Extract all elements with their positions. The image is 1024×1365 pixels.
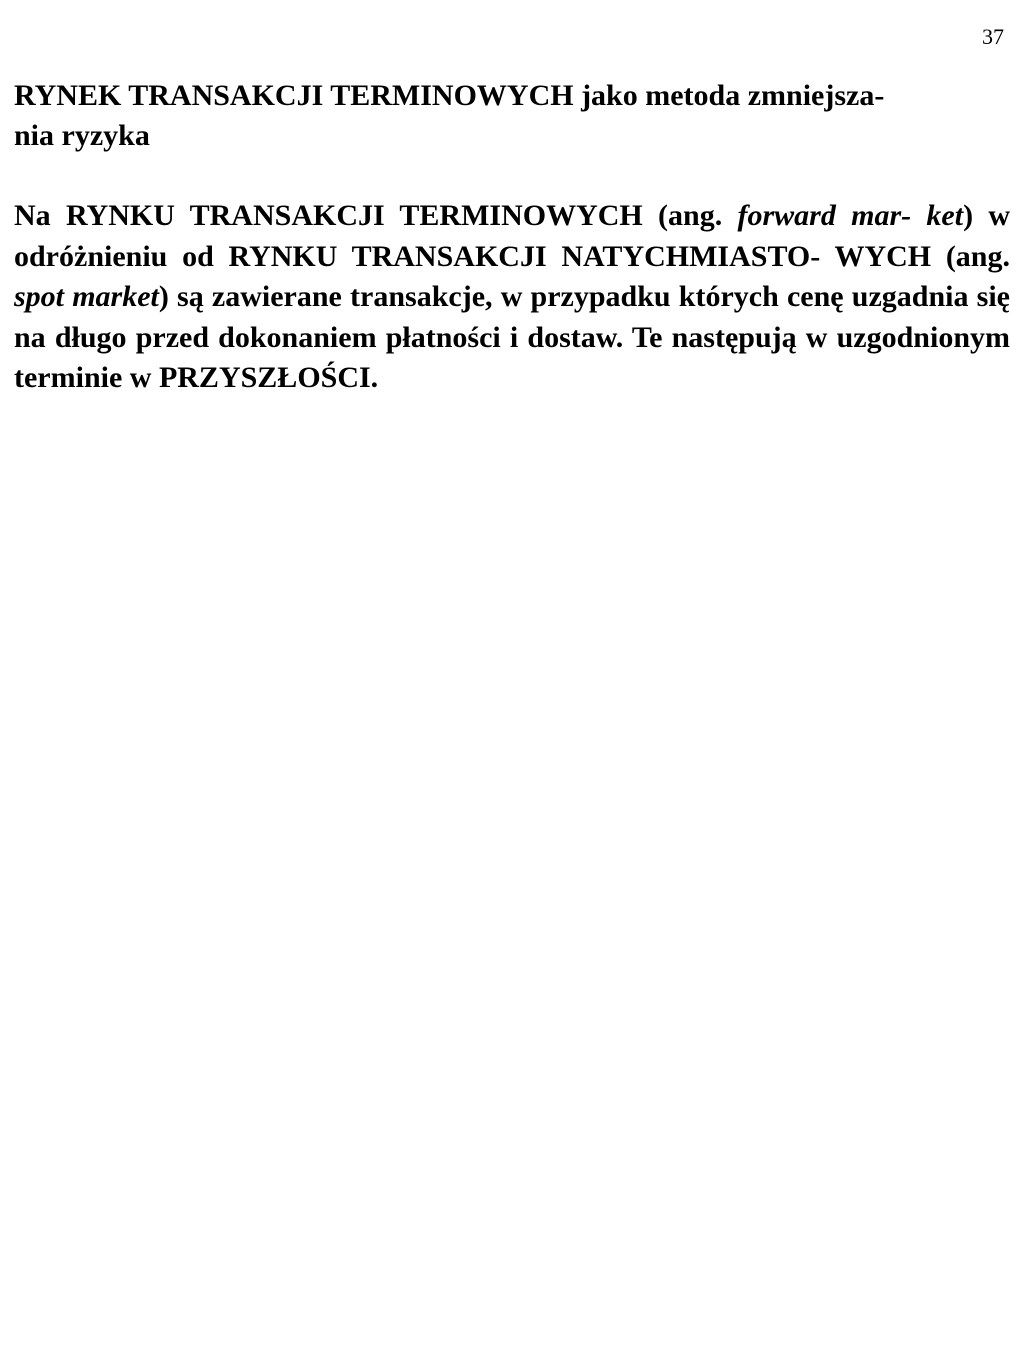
paragraph-text-2: ) w odróżnieniu od RYNKU TRANSAKCJI NATYCHMIASTO- <box>14 199 1010 273</box>
section-heading <box>14 76 1010 156</box>
term-forward-market-part-1: forward mar- <box>737 199 912 232</box>
page-number: 37 <box>982 24 1004 49</box>
heading-line-2: nia ryzyka <box>14 119 150 152</box>
paragraph-text-1: Na RYNKU TRANSAKCJI TERMINOWYCH (ang. <box>14 199 738 232</box>
body-paragraph <box>14 196 1010 399</box>
paragraph-text-4: ) są zawierane transakcje, w przypadku których cenę uzgadnia się na długo przed dokonaniem płatności i dostaw. Te następują w uzgodnionym terminie w PRZYSZŁOŚCI. <box>14 280 1010 394</box>
term-forward-market-part-2: ket <box>926 199 964 232</box>
paragraph-text-3: WYCH (ang. <box>834 239 1010 273</box>
term-spot-market: spot market <box>14 280 159 313</box>
heading-line-1: RYNEK TRANSAKCJI TERMINOWYCH jako metoda zmniejsza- <box>14 79 885 112</box>
